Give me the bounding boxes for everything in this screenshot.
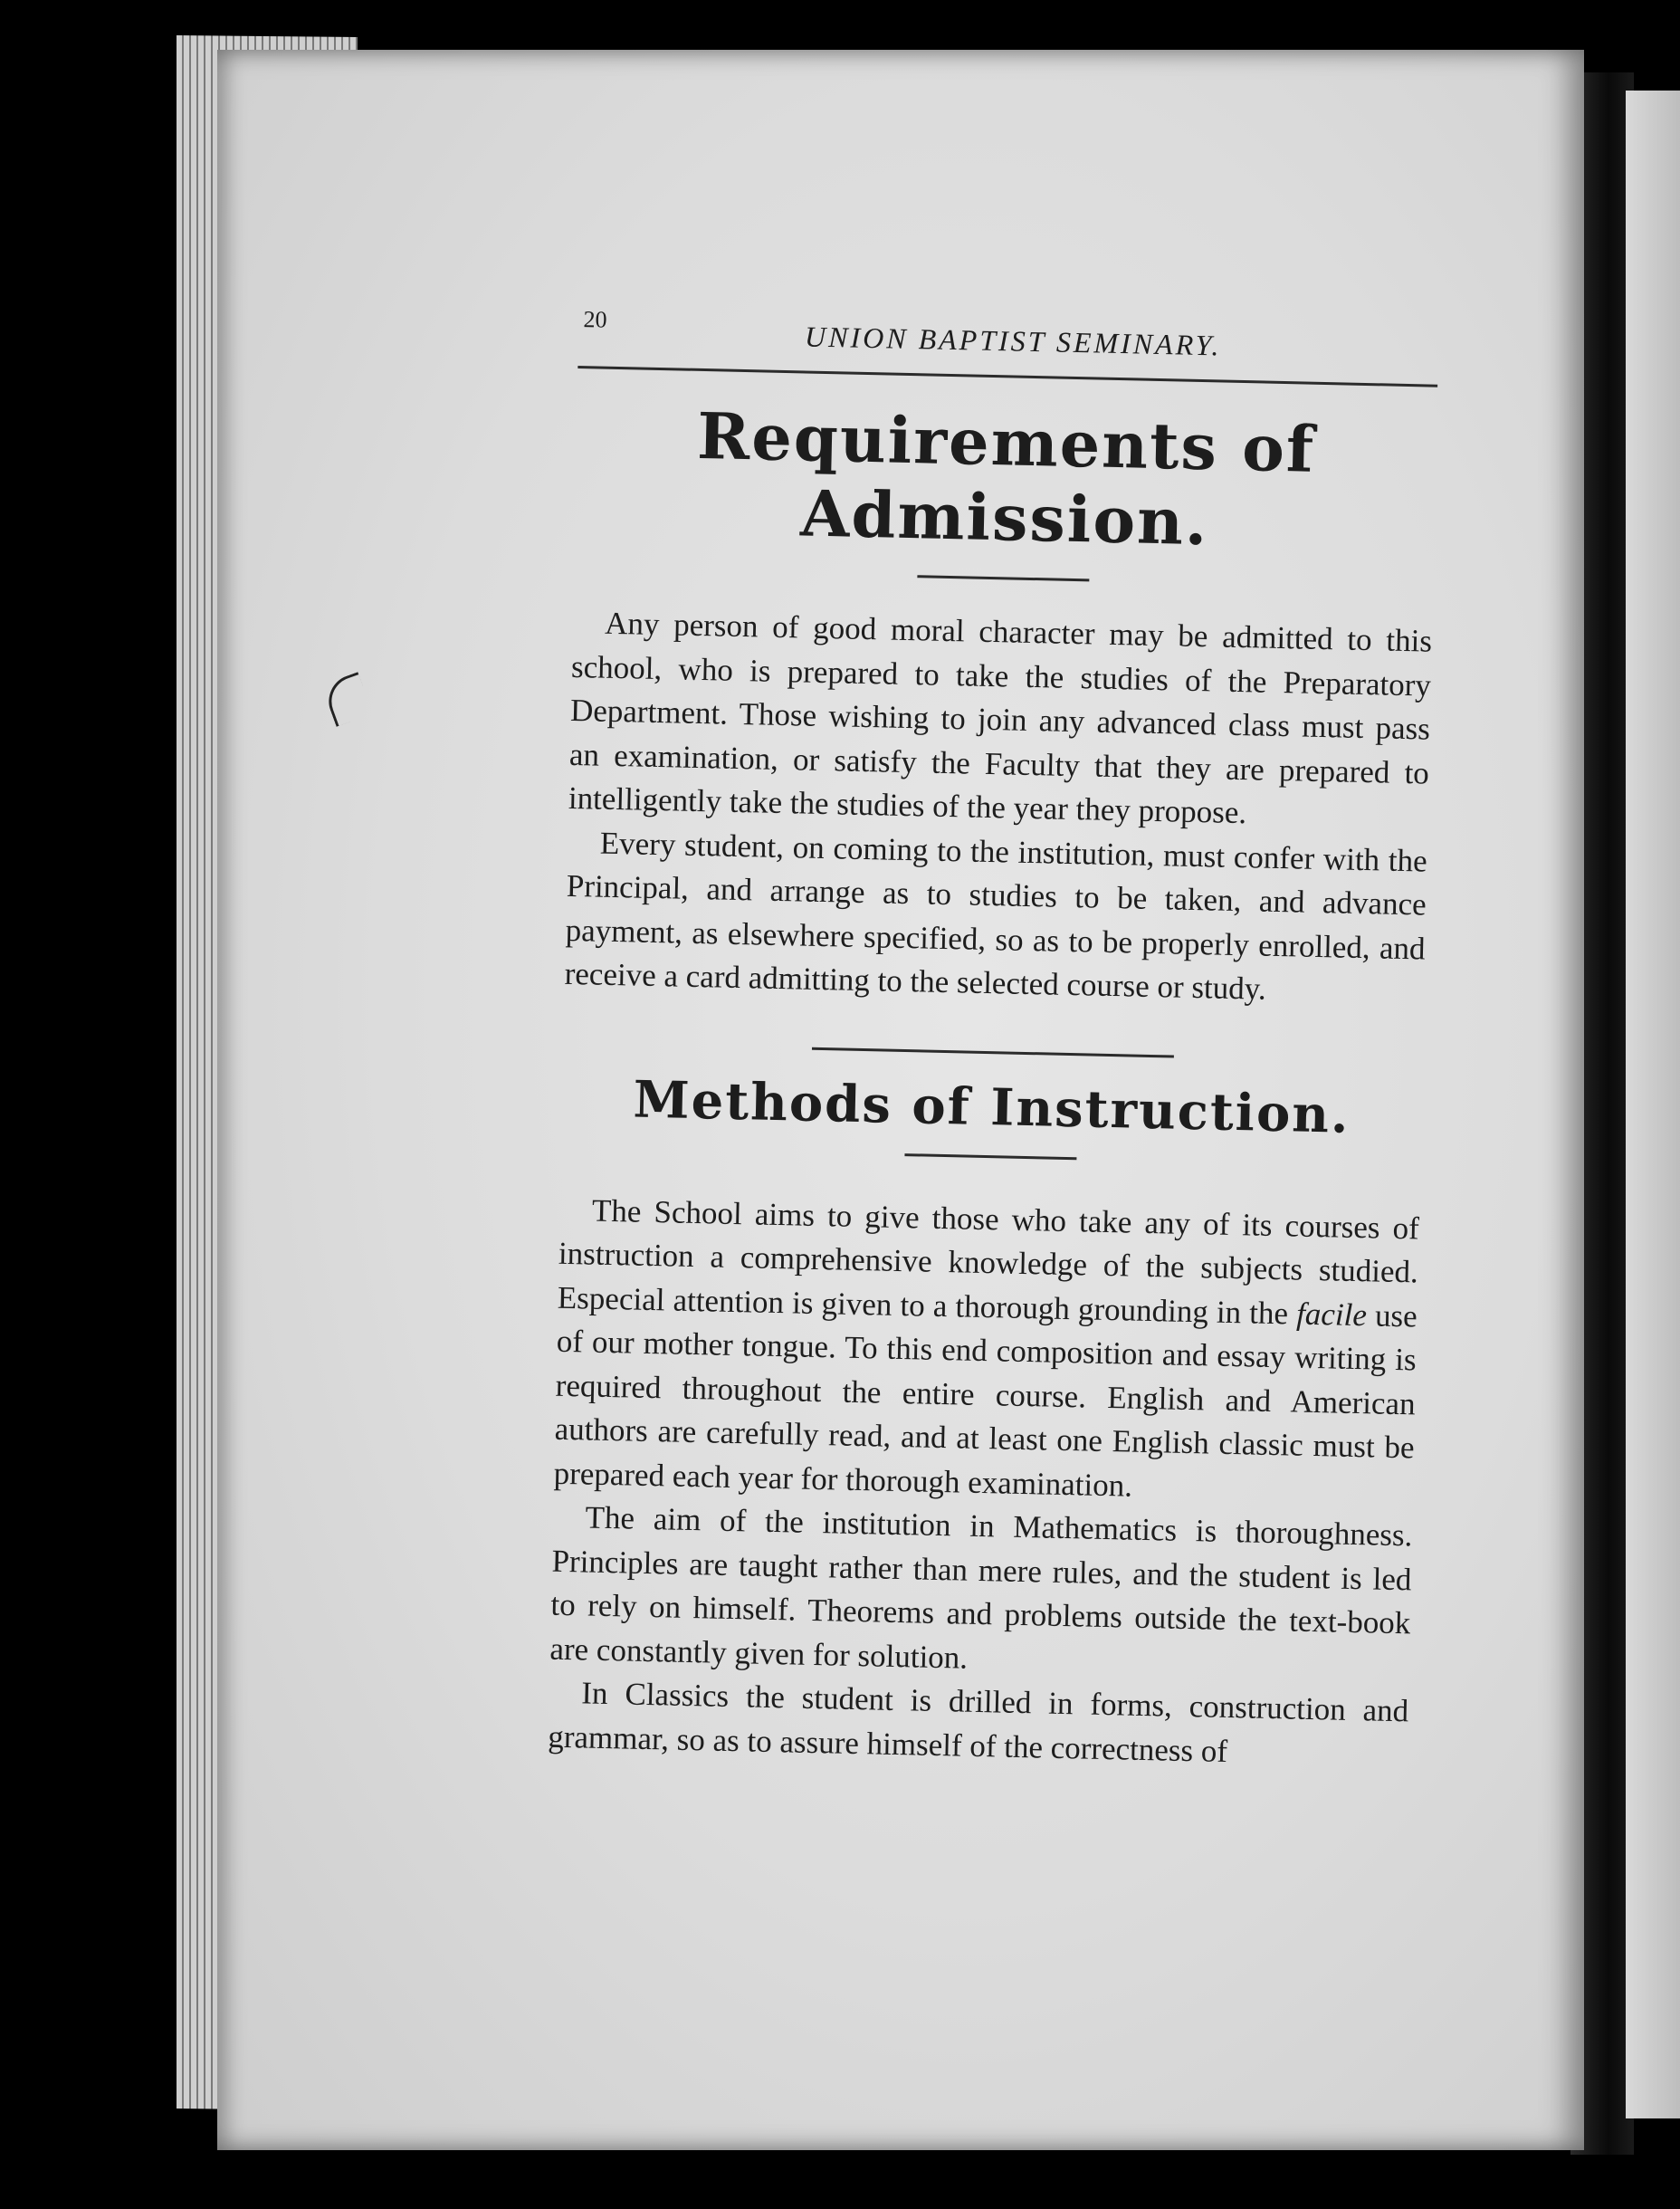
paragraph: Any person of good moral character may be admitted to this school, who is prepared to take the studies of the Preparatory Department. Those wishing to join any advanced class must pass an examination, or satisfy the Faculty that they are prepared to intelligently take the studies of the year they propose. (568, 605, 1433, 831)
paragraph-group (564, 601, 1432, 1015)
section-divider-rule (812, 1047, 1174, 1057)
emphasized-word: facile (1295, 1296, 1368, 1333)
page-number: 20 (583, 306, 607, 333)
paragraph: The aim of the institution in Mathematics is thoroughness. Principles are taught rather than mere rules, and the student is led to rely on himself. Theorems and problems outside the text-book are constantly given for solution. (549, 1499, 1413, 1676)
heading-rule (917, 575, 1089, 581)
paragraph-text: use of our mother tongue. To this end composition and essay writing is required throughout the entire course. English and American authors are carefully read, and at least one English classic must be prepared each year for thorough examination. (553, 1296, 1418, 1504)
section-instruction (548, 1067, 1422, 1777)
paragraph: Every student, on coming to the institution, must confer with the Principal, and arrange as to studies to be taken, and advance payment, as elsewhere specified, so as to be properly enrolled, and receive a card admitting to the selected course or study. (564, 825, 1428, 1007)
paragraph: In Classics the student is drilled in forms, construction and grammar, so as to assure himself of the correctness of (547, 1675, 1409, 1769)
section-heading: Requirements of Admission. (696, 397, 1316, 560)
heading-rule (904, 1153, 1076, 1160)
paragraph (553, 1188, 1419, 1514)
paragraph-group (548, 1188, 1420, 1777)
page-content (548, 299, 1439, 1777)
paragraph-text: The School aims to give those who take any of its courses of instruction a comprehensive knowledge of the subjects studied. Especial attention is given to a thorough grounding in the (557, 1192, 1420, 1332)
facing-page-edge (1626, 91, 1680, 2118)
section-admission (564, 396, 1437, 1015)
section-heading: Methods of Instruction. (633, 1069, 1351, 1145)
running-head-title: UNION BAPTIST SEMINARY. (804, 320, 1222, 362)
